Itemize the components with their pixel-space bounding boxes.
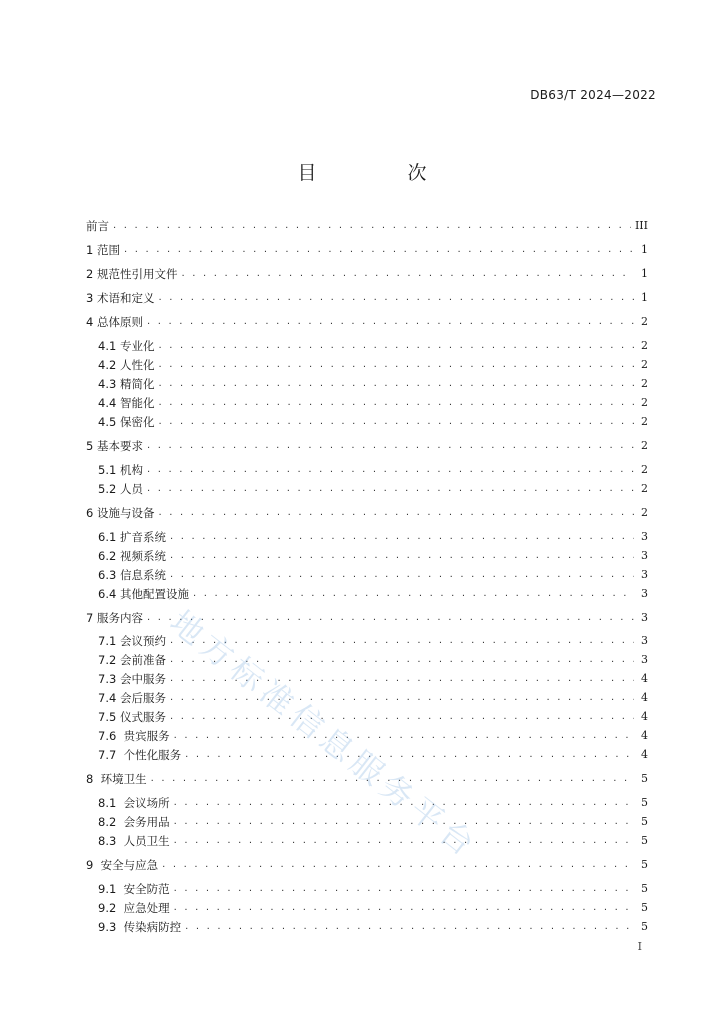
toc-entry-label: 7.7 个性化服务 (98, 748, 182, 762)
toc-entry[interactable] (86, 505, 648, 521)
toc-entry-page: 2 (641, 377, 648, 390)
toc-entry-label: 4.5 保密化 (98, 415, 155, 429)
toc-entry-label: 8.3 人员卫生 (98, 834, 170, 848)
toc-entry[interactable] (86, 857, 648, 873)
toc-entry[interactable] (86, 266, 648, 282)
document-code: DB63/T 2024—2022 (530, 88, 656, 102)
toc-entry[interactable] (98, 481, 648, 497)
toc-entry-label: 7.3 会中服务 (98, 672, 166, 686)
toc-entry[interactable] (86, 438, 648, 454)
toc-entry-label: 7.4 会后服务 (98, 691, 166, 705)
toc-entry-page: 2 (641, 506, 648, 519)
watermark: 地方标准信息服务平台 (162, 602, 486, 867)
toc-entry[interactable] (98, 414, 648, 430)
toc-entry[interactable] (98, 709, 648, 725)
toc-entry[interactable] (98, 881, 648, 897)
toc-leader-dots (181, 266, 634, 282)
toc-entry-label: 2 规范性引用文件 (86, 267, 178, 281)
toc-entry-label: 5.2 人员 (98, 482, 143, 496)
toc-entry-page: 2 (641, 396, 648, 409)
toc-entry-label: 7.5 仪式服务 (98, 710, 166, 724)
toc-entry[interactable] (98, 338, 648, 354)
toc-entry-page: 2 (641, 339, 648, 352)
toc-entry-page: 5 (641, 796, 648, 809)
toc-leader-dots (158, 414, 634, 430)
toc-entry[interactable] (98, 690, 648, 706)
toc-entry-page: 3 (641, 634, 648, 647)
toc-leader-dots (170, 548, 634, 564)
toc-entry[interactable] (98, 395, 648, 411)
toc-leader-dots (174, 728, 634, 744)
toc-entry-page: 4 (641, 729, 648, 742)
toc-leader-dots (147, 314, 634, 330)
toc-title: 目 次 (297, 162, 463, 184)
toc-entry-label: 3 术语和定义 (86, 291, 155, 305)
toc-entry-label: 8.1 会议场所 (98, 796, 170, 810)
toc-entry-label: 6.3 信息系统 (98, 568, 166, 582)
toc-entry[interactable] (98, 833, 648, 849)
toc-leader-dots (174, 900, 634, 916)
toc-entry-label: 7.2 会前准备 (98, 653, 166, 667)
toc-entry-label: 9.3 传染病防控 (98, 920, 182, 934)
toc-entry-page: 4 (641, 691, 648, 704)
toc-entry-page: 5 (641, 882, 648, 895)
toc-entry-label: 6.4 其他配置设施 (98, 587, 189, 601)
toc-entry[interactable] (98, 529, 648, 545)
toc-entry-label: 8 环境卫生 (86, 772, 147, 786)
toc-leader-dots (158, 357, 634, 373)
toc-entry-page: 1 (641, 267, 648, 280)
toc-entry-page: 4 (641, 672, 648, 685)
toc-entry-label: 4.3 精简化 (98, 377, 155, 391)
toc-entry-page: 5 (641, 834, 648, 847)
toc-entry[interactable] (98, 567, 648, 583)
toc-entry-page: 3 (641, 653, 648, 666)
toc-leader-dots (174, 881, 634, 897)
page-number: I (637, 940, 642, 953)
toc-entry-page: 5 (641, 858, 648, 871)
toc-leader-dots (147, 481, 634, 497)
toc-leader-dots (162, 857, 634, 873)
toc-entry-label: 9.1 安全防范 (98, 882, 170, 896)
toc-entry-page: 3 (641, 568, 648, 581)
toc-entry[interactable] (98, 900, 648, 916)
toc-entry-label: 9 安全与应急 (86, 858, 159, 872)
toc-entry-page: 2 (641, 463, 648, 476)
toc-entry-page: 3 (641, 611, 648, 624)
toc-entry-page: 5 (641, 920, 648, 933)
toc-leader-dots (158, 395, 634, 411)
toc-entry[interactable] (98, 652, 648, 668)
toc-entry[interactable] (98, 462, 648, 478)
toc-leader-dots (158, 505, 634, 521)
toc-entry-label: 6.2 视频系统 (98, 549, 166, 563)
toc-entry-label: 6 设施与设备 (86, 506, 155, 520)
toc-entry-label: 7.6 贵宾服务 (98, 729, 170, 743)
toc-leader-dots (124, 242, 634, 258)
toc-entry[interactable] (98, 357, 648, 373)
toc-entry[interactable] (98, 586, 648, 602)
toc-leader-dots (158, 290, 634, 306)
toc-entry-page: 4 (641, 748, 648, 761)
toc-entry[interactable] (86, 242, 648, 258)
toc-entry[interactable] (98, 548, 648, 564)
toc-entry-page: 3 (641, 587, 648, 600)
toc-entry-label: 7 服务内容 (86, 611, 143, 625)
toc-entry-page: 1 (641, 243, 648, 256)
toc-entry-label: 6.1 扩音系统 (98, 530, 166, 544)
toc-entry[interactable] (98, 814, 648, 830)
toc-entry-page: 5 (641, 772, 648, 785)
toc-leader-dots (158, 376, 634, 392)
toc-entry-label: 4.1 专业化 (98, 339, 155, 353)
toc-entry-page: 5 (641, 901, 648, 914)
toc-leader-dots (147, 438, 634, 454)
toc-leader-dots (158, 338, 634, 354)
toc-entry[interactable] (86, 290, 648, 306)
toc-entry-page: III (634, 219, 648, 232)
toc-entry-page: 2 (641, 482, 648, 495)
toc-entry-page: 2 (641, 315, 648, 328)
toc-leader-dots (193, 586, 634, 602)
toc-entry[interactable] (98, 671, 648, 687)
toc-entry-label: 4 总体原则 (86, 315, 143, 329)
toc-leader-dots (170, 709, 634, 725)
toc-entry-label: 前言 (86, 219, 109, 233)
toc-entry-label: 4.4 智能化 (98, 396, 155, 410)
toc-entry-page: 2 (641, 415, 648, 428)
toc-entry-label: 8.2 会务用品 (98, 815, 170, 829)
toc-leader-dots (170, 567, 634, 583)
toc-entry-label: 5 基本要求 (86, 439, 143, 453)
toc-entry-page: 4 (641, 710, 648, 723)
toc-entry-page: 3 (641, 549, 648, 562)
toc-entry[interactable] (86, 218, 648, 234)
toc-leader-dots (147, 462, 634, 478)
toc-leader-dots (170, 529, 634, 545)
toc-entry-label: 7.1 会议预约 (98, 634, 166, 648)
toc-leader-dots (113, 218, 631, 234)
toc-entry-label: 4.2 人性化 (98, 358, 155, 372)
toc-entry-page: 5 (641, 815, 648, 828)
toc-entry[interactable] (98, 919, 648, 935)
toc-entry-page: 2 (641, 439, 648, 452)
toc-leader-dots (185, 747, 634, 763)
toc-entry-label: 9.2 应急处理 (98, 901, 170, 915)
toc-leader-dots (185, 919, 634, 935)
toc-entry-page: 3 (641, 530, 648, 543)
toc-entry-label: 1 范围 (86, 243, 120, 257)
toc-entry-label: 5.1 机构 (98, 463, 143, 477)
toc-entry-page: 1 (641, 291, 648, 304)
toc-entry-page: 2 (641, 358, 648, 371)
toc-entry[interactable] (86, 314, 648, 330)
toc-leader-dots (174, 833, 634, 849)
toc-entry[interactable] (98, 376, 648, 392)
